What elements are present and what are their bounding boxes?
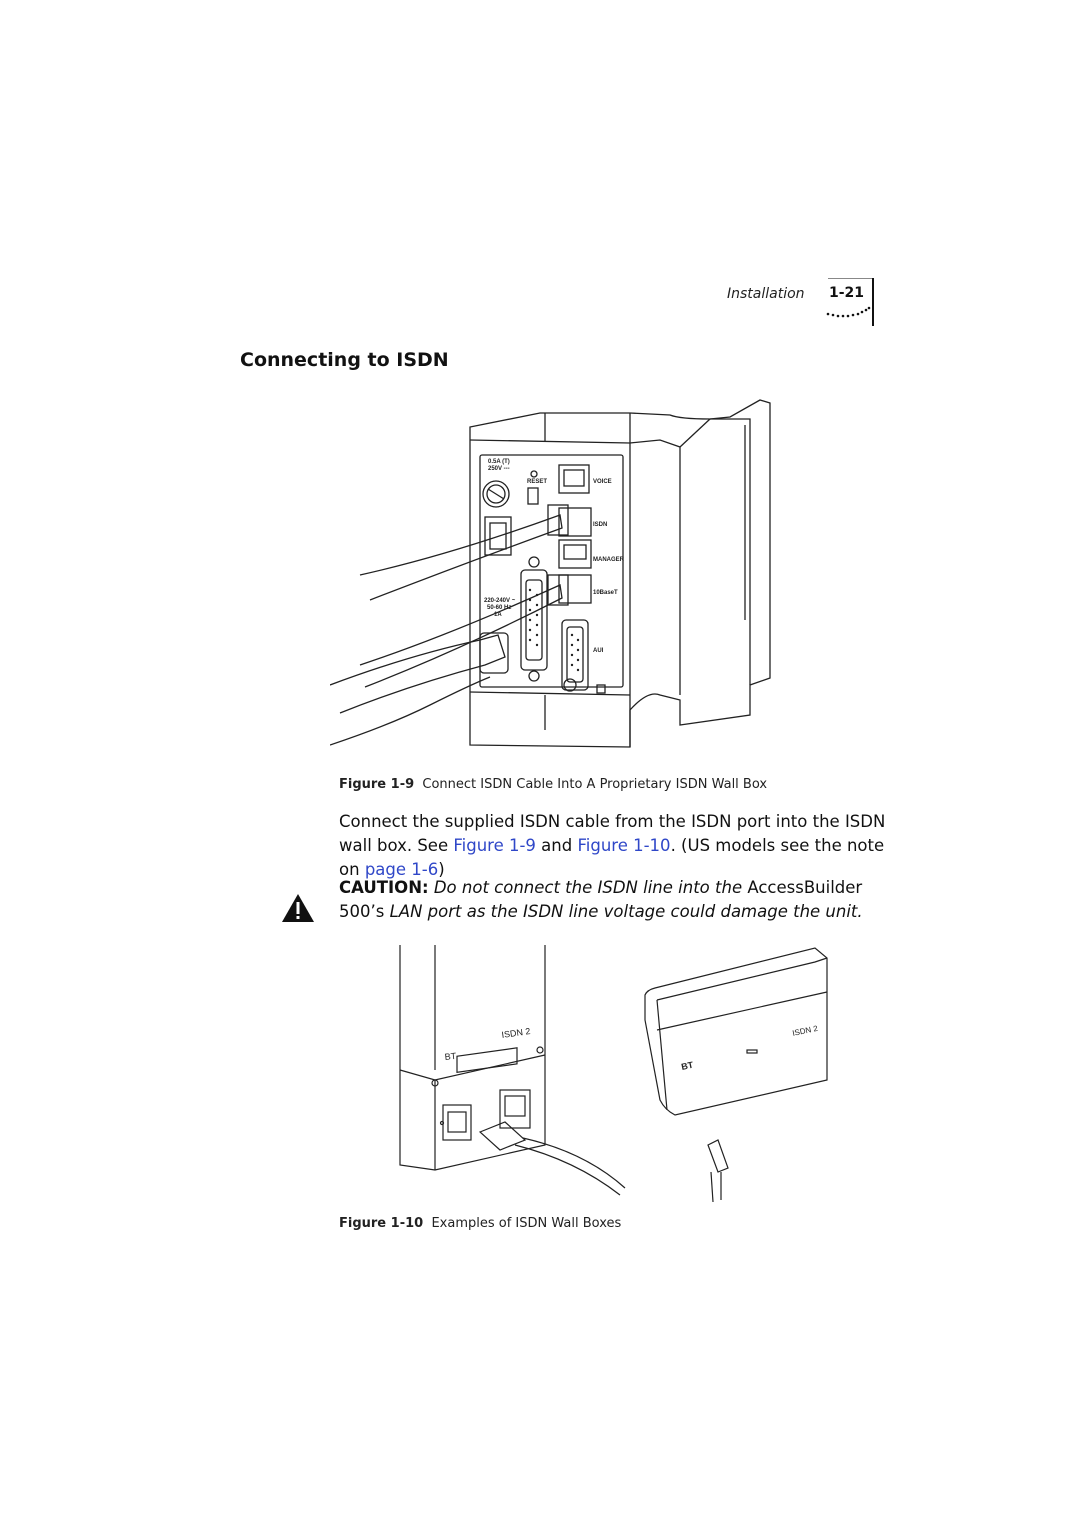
figure-9-label: Figure 1-9 <box>339 777 415 792</box>
label-aui: AUI <box>593 648 604 654</box>
figure-10-illustration <box>395 940 845 1205</box>
label-voice: VOICE <box>593 479 612 485</box>
left-box-isdn-label: ISDN 2 <box>500 1026 532 1040</box>
figure-10-link[interactable]: Figure 1-10 <box>577 836 671 855</box>
figure-9-illustration <box>330 395 780 775</box>
label-10baset: 10BaseT <box>593 590 618 596</box>
caution-text-1: Do not connect the ISDN line into the <box>428 878 748 897</box>
figure-10-caption <box>339 1216 621 1231</box>
header-dotted-rule <box>826 278 874 326</box>
label-power-frequency: 50-60 Hz <box>487 605 512 611</box>
body-text-3: . (US models see the note on <box>339 836 885 879</box>
caution-lead: CAUTION: <box>339 878 429 897</box>
label-power-voltage: 220-240V ~ <box>484 598 516 604</box>
body-text-2: and <box>535 836 578 855</box>
section-title: Connecting to ISDN <box>240 349 449 371</box>
right-box-bt-label: BT <box>680 1059 695 1072</box>
caution-note <box>339 876 899 924</box>
label-power-current: 1A <box>494 612 502 618</box>
page-1-6-link[interactable]: page 1-6 <box>364 860 439 879</box>
body-paragraph <box>339 810 899 882</box>
caution-product-name: AccessBuilder 500’s <box>339 878 863 921</box>
figure-10-label: Figure 1-10 <box>339 1216 424 1231</box>
label-fuse-voltage: 250V --- <box>488 466 510 472</box>
body-text-4: ) <box>438 860 445 879</box>
left-box-bt-label: BT <box>444 1050 457 1062</box>
header-section-label: Installation <box>727 286 805 302</box>
figure-10-caption-text: Examples of ISDN Wall Boxes <box>431 1216 622 1231</box>
warning-icon <box>281 893 315 923</box>
figure-9-caption-text: Connect ISDN Cable Into A Proprietary ISDN Wall Box <box>422 777 768 792</box>
caution-text-2: LAN port as the ISDN line voltage could damage the unit. <box>384 902 863 921</box>
label-fuse: 0.5A (T) <box>488 459 510 465</box>
right-box-isdn-label: ISDN 2 <box>791 1023 819 1038</box>
label-manager: MANAGER <box>593 557 624 563</box>
header-page-number: 1-21 <box>829 285 865 301</box>
label-reset: RESET <box>527 479 548 485</box>
body-text-1: Connect the supplied ISDN cable from the ISDN port into the ISDN wall box. See <box>339 812 886 855</box>
figure-9-caption <box>339 777 767 792</box>
figure-9-link[interactable]: Figure 1-9 <box>453 836 536 855</box>
label-isdn: ISDN <box>593 522 608 528</box>
